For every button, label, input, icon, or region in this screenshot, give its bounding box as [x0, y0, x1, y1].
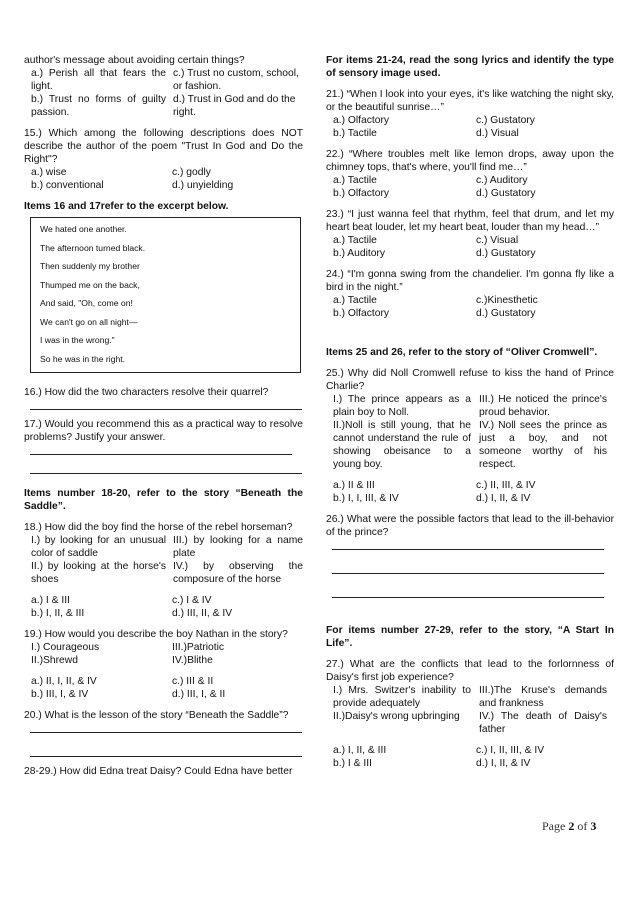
q18-statements — [24, 534, 303, 586]
q22-options-row2 — [326, 187, 614, 200]
q22-option-b: b.) Olfactory — [333, 188, 390, 199]
q26-answer-line-1[interactable] — [332, 539, 604, 550]
q18-option-c: c.) I & IV — [172, 594, 212, 606]
q18-statement-II: II.) by looking at the horse's shoes — [31, 560, 166, 585]
items-25-26-heading: Items 25 and 26, refer to the story of “Oliver Cromwell”. — [326, 347, 598, 358]
q17-answer-line-1[interactable] — [30, 444, 292, 455]
q14-options — [24, 67, 303, 119]
q21-option-a: a.) Olfactory — [333, 115, 390, 126]
q27-option-b: b.) I & III — [333, 758, 372, 769]
poem-excerpt-box — [30, 217, 301, 373]
q18-option-b: b.) I, II, & III — [31, 607, 85, 619]
q27-option-d: d.) I, II, & IV — [476, 758, 531, 769]
of-word: of — [577, 819, 588, 833]
items-21-24-heading: For items 21-24, read the song lyrics and identify the type of sensory image used. — [326, 55, 614, 79]
q15-option-a: a.) wise — [31, 167, 67, 178]
page-total: 3 — [590, 819, 597, 833]
q25-statements — [326, 393, 614, 471]
q20-answer-line-1[interactable] — [30, 722, 302, 733]
q19-option-b: b.) III, I, & IV — [31, 688, 89, 700]
q27-statement-I: I.) Mrs. Switzer's inability to provide adequately — [333, 685, 471, 709]
q16-stem: 16.) How did the two characters resolve their quarrel? — [24, 386, 269, 398]
q22-option-d: d.) Gustatory — [476, 188, 536, 199]
q23-options-row2 — [326, 247, 614, 260]
page-footer — [542, 820, 596, 833]
q25-option-c: c.) II, III, & IV — [476, 480, 536, 491]
right-column — [326, 54, 614, 770]
q19-option-c: c.) III & II — [172, 675, 214, 687]
q19-statement-IV: IV.)Blithe — [172, 654, 213, 666]
q27-option-c: c.) I, II, III, & IV — [476, 745, 545, 756]
q25-statement-II: II.)Noll is still young, that he cannot understand the rule of showing obeisance to a young boy. — [333, 420, 471, 470]
q19-stem: 19.) How would you describe the boy Nathan in the story? — [24, 628, 288, 640]
q18-option-d: d.) III, II, & IV — [172, 607, 233, 619]
q23-stem: 23.) “I just wanna feel that rhythm, feel that drum, and let my heart beat louder, let my heart beat, louder than my head…” — [326, 209, 614, 233]
q24-options-row1 — [326, 294, 614, 307]
q25-options-row1 — [326, 479, 614, 492]
q26-answer-line-2[interactable] — [332, 563, 604, 574]
excerpt-line: Then suddenly my brother — [40, 261, 140, 271]
q15-option-c: c.) godly — [172, 167, 211, 178]
q24-option-c: c.)Kinesthetic — [476, 295, 538, 306]
q18-options-row2 — [24, 607, 303, 620]
q23-option-d: d.) Gustatory — [476, 248, 536, 259]
q15-options-row1 — [24, 166, 303, 179]
q21-option-c: c.) Gustatory — [476, 115, 535, 126]
q27-statement-IV: IV.) The death of Daisy's father — [479, 711, 607, 735]
q23-option-c: c.) Visual — [476, 235, 519, 246]
q15-option-b: b.) conventional — [31, 180, 104, 191]
q22-option-a: a.) Tactile — [333, 175, 377, 186]
q18-statement-IV: IV.) by observing the composure of the horse — [172, 560, 303, 585]
items-27-29-heading: For items number 27-29, refer to the story, “A Start In Life”. — [326, 625, 614, 649]
q24-option-b: b.) Olfactory — [333, 308, 390, 319]
q25-option-b: b.) I, I, III, & IV — [333, 493, 399, 504]
q19-statements-row1 — [24, 641, 303, 654]
excerpt-line: The afternoon turned black. — [40, 242, 146, 253]
q24-stem: 24.) “I'm gonna swing from the chandelier. I'm gonna fly like a bird in the night.” — [326, 269, 614, 293]
q15-options-row2 — [24, 179, 303, 192]
left-column — [24, 54, 303, 778]
q15-stem: 15.) Which among the following descriptions does NOT describe the author of the poem "Trust In God and Do the Right"? — [24, 128, 303, 165]
q14-option-a: a.) Perish all that fears the light. — [31, 68, 166, 92]
q24-option-a: a.) Tactile — [333, 295, 377, 306]
q25-options-row2 — [326, 492, 614, 505]
q22-stem: 22.) “Where troubles melt like lemon drops, away upon the chimney tops, that's where, you'll find me…” — [326, 149, 614, 173]
q16-answer-line[interactable] — [30, 399, 302, 410]
page-number: 2 — [568, 819, 575, 833]
q21-option-d: d.) Visual — [476, 128, 519, 139]
q21-options-row2 — [326, 127, 614, 140]
q24-options-row2 — [326, 307, 614, 320]
q18-statement-I: I.) by looking for an unusual color of saddle — [31, 534, 166, 559]
q27-statements — [326, 684, 614, 736]
q14-option-b: b.) Trust no forms of guilty passion. — [31, 94, 166, 118]
q19-option-d: d.) III, I, & II — [172, 688, 226, 700]
q14-option-d: d.) Trust in God and do the right. — [172, 94, 296, 118]
q26-answer-line-3[interactable] — [332, 587, 604, 598]
q28-stem: 28-29.) How did Edna treat Daisy? Could Edna have better — [24, 765, 293, 777]
q19-statement-II: II.)Shrewd — [31, 654, 78, 666]
q21-stem: 21.) “When I look into your eyes, it's like watching the night sky, or the beautiful sunrise…” — [326, 89, 614, 113]
q23-option-b: b.) Auditory — [333, 248, 386, 259]
excerpt-line: So he was in the right. — [40, 353, 126, 364]
q19-statement-III: III.)Patriotic — [172, 641, 225, 653]
q24-option-d: d.) Gustatory — [476, 308, 536, 319]
q27-options-row1 — [326, 744, 614, 757]
q18-statement-III: III.) by looking for a name plate — [172, 534, 303, 559]
q20-answer-line-2[interactable] — [30, 746, 302, 757]
q19-statement-I: I.) Courageous — [31, 641, 100, 653]
q27-statement-II: II.)Daisy's wrong upbringing — [333, 711, 460, 722]
excerpt-line: I was in the wrong." — [40, 335, 115, 345]
q17-stem: 17.) Would you recommend this as a practical way to resolve problems? Justify your answer. — [24, 418, 303, 443]
q23-option-a: a.) Tactile — [333, 235, 377, 246]
q19-options-row1 — [24, 675, 303, 688]
q27-statement-III: III.)The Kruse's demands and frankness — [479, 685, 607, 709]
q27-option-a: a.) I, II, & III — [333, 745, 387, 756]
q18-stem: 18.) How did the boy find the horse of the rebel horseman? — [24, 521, 293, 533]
excerpt-line: Thumped me on the back, — [40, 279, 140, 290]
q21-option-b: b.) Tactile — [333, 128, 377, 139]
excerpt-line: We hated one another. — [40, 224, 127, 234]
q25-statement-IV: IV.) Noll sees the prince as just a boy, and not someone worthy of his respect. — [479, 420, 607, 470]
items-18-20-heading: Items number 18-20, refer to the story “Beneath the Saddle”. — [24, 487, 303, 512]
q22-options-row1 — [326, 174, 614, 187]
q19-options-row2 — [24, 688, 303, 701]
q25-option-a: a.) II & III — [333, 480, 375, 491]
q17-answer-line-2[interactable] — [30, 463, 302, 474]
page-word: Page — [542, 819, 566, 833]
q26-stem: 26.) What were the possible factors that lead to the ill-behavior of the prince? — [326, 514, 614, 538]
q25-statement-III: III.) He noticed the prince's proud behavior. — [479, 394, 607, 418]
q23-options-row1 — [326, 234, 614, 247]
q14-option-c: c.) Trust no custom, school, or fashion. — [172, 68, 299, 92]
q21-options-row1 — [326, 114, 614, 127]
q20-stem: 20.) What is the lesson of the story “Beneath the Saddle”? — [24, 709, 289, 721]
q15-option-d: d.) unyielding — [172, 180, 234, 191]
excerpt-line: We can't go on all night— — [40, 316, 138, 327]
q25-statement-I: I.) The prince appears as a plain boy to Noll. — [333, 394, 471, 418]
items-16-17-heading: Items 16 and 17refer to the excerpt below. — [24, 201, 229, 212]
q19-option-a: a.) II, I, II, & IV — [31, 675, 97, 687]
q18-option-a: a.) I & III — [31, 594, 70, 606]
q25-stem: 25.) Why did Noll Cromwell refuse to kiss the hand of Prince Charlie? — [326, 368, 614, 392]
q18-options-row1 — [24, 594, 303, 607]
q19-statements-row2 — [24, 654, 303, 667]
q14-stem: author's message about avoiding certain things? — [24, 55, 245, 66]
q25-option-d: d.) I, II, & IV — [476, 493, 531, 504]
q22-option-c: c.) Auditory — [476, 175, 528, 186]
excerpt-line: And said, "Oh, come on! — [40, 298, 133, 308]
q27-stem: 27.) What are the conflicts that lead to the forlornness of Daisy's first job experience? — [326, 659, 614, 683]
q27-options-row2 — [326, 757, 614, 770]
